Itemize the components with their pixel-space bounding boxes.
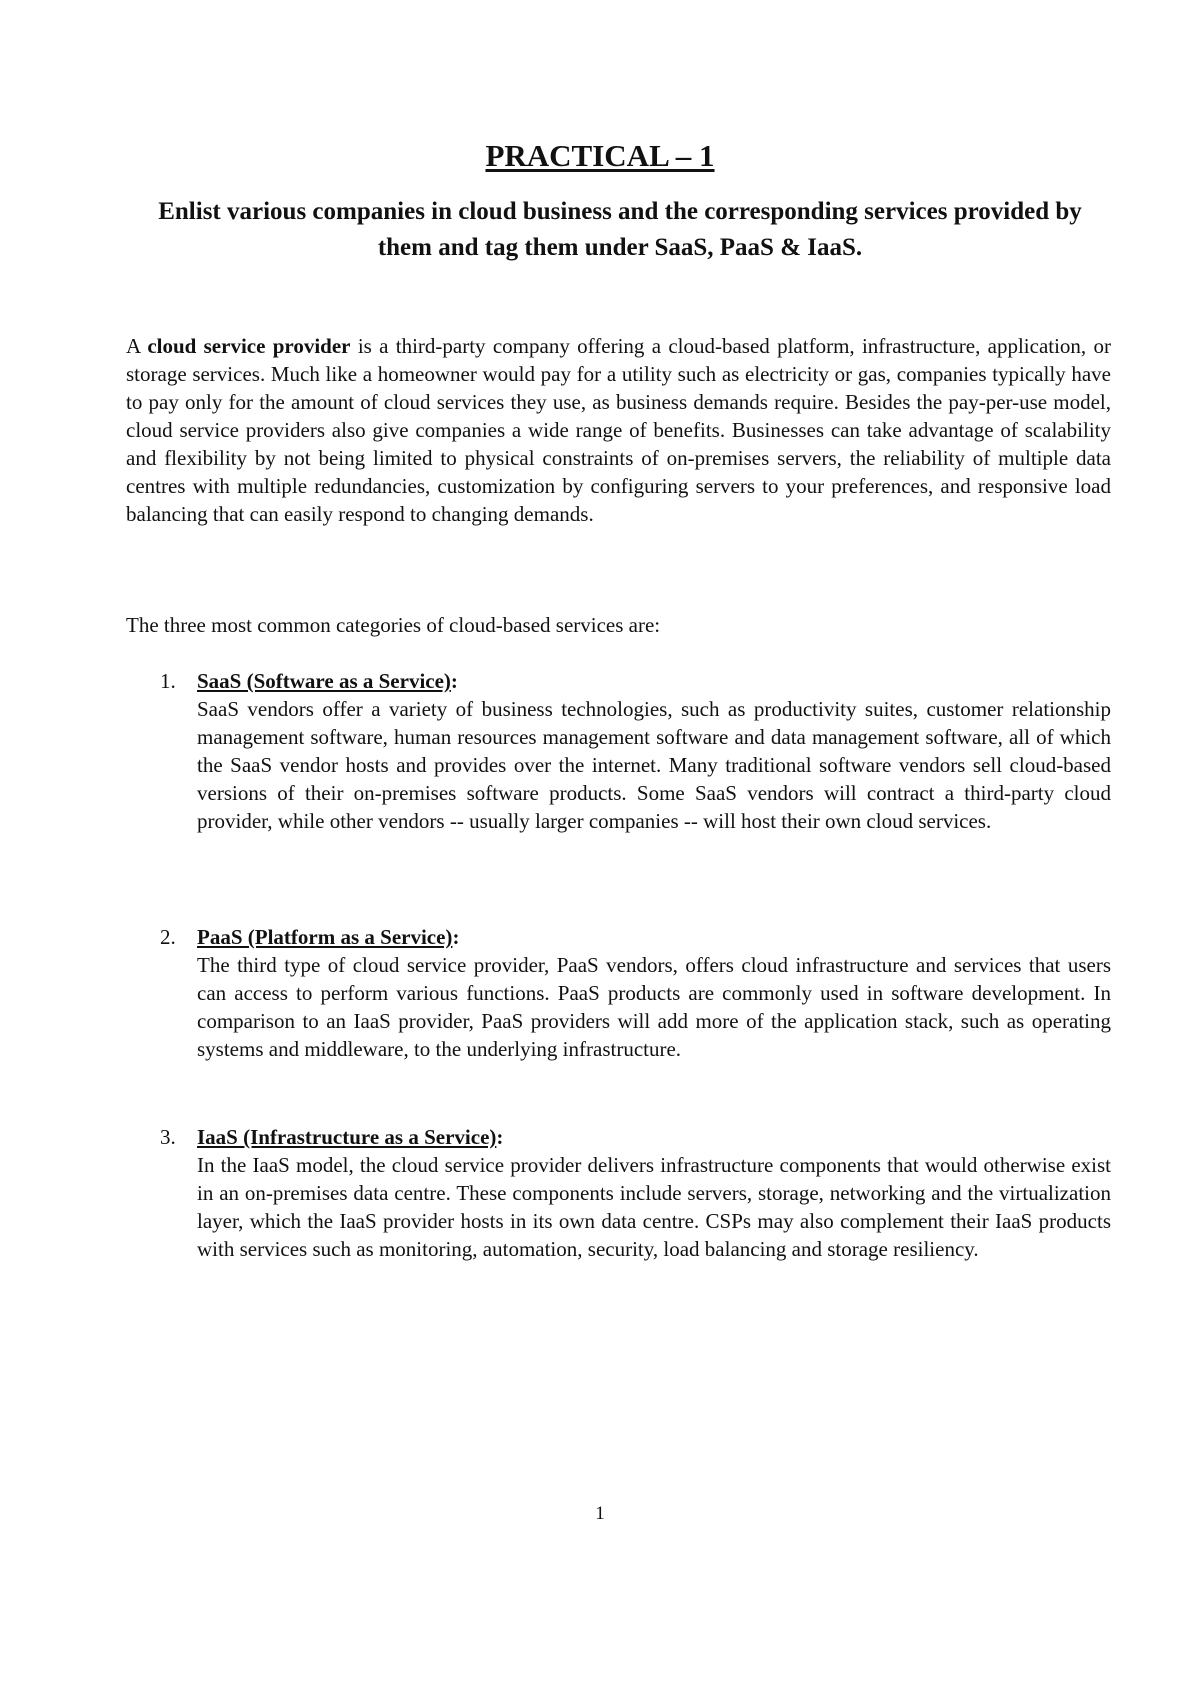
list-item-number: 2. [160,925,176,949]
page-number: 1 [595,1503,605,1524]
intro-paragraph [126,332,1111,528]
list-item-heading [197,667,458,695]
categories-intro: The three most common categories of cloud-based services are: [126,613,661,637]
page-subtitle: Enlist various companies in cloud business and the corresponding services provided by them and tag them under SaaS, PaaS & IaaS. [158,198,1082,261]
list-item-heading-text: IaaS (Infrastructure as a Service) [197,1125,497,1149]
list-item-heading-colon: : [496,1125,504,1149]
list-item-heading-text: SaaS (Software as a Service) [197,669,451,693]
list-item-body: In the IaaS model, the cloud service provider delivers infrastructure components that would otherwise exist in an on-premises data centre. These components include servers, storage, networking and the virtualization layer, which the IaaS provider hosts in its own data centre. CSPs may also complement their IaaS products with services such as monitoring, automation, security, load balancing and storage resiliency. [197,1153,1111,1261]
intro-rest: is a third-party company offering a cloud-based platform, infrastructure, application, or storage services. Much like a homeowner would pay for a utility such as electricity or gas, companies typically have to pay only for the amount of cloud services they use, as business demands require. Besides the pay-per-use model, cloud service providers also give companies a wide range of benefits. Businesses can take advantage of scalability and flexibility by not being limited to physical constraints of on-premises servers, the reliability of multiple data centres with multiple redundancies, customization by configuring servers to your preferences, and responsive load balancing that can easily respond to changing demands. [126,334,1111,526]
list-item-heading-colon: : [450,669,458,693]
intro-bold-term: cloud service provider [147,334,351,358]
list-item-heading-colon: : [452,925,460,949]
list-item-number: 3. [160,1125,176,1149]
list-item-number: 1. [160,669,176,693]
list-item-heading [197,1123,503,1151]
intro-lead: A [126,334,148,358]
list-item-body: The third type of cloud service provider, PaaS vendors, offers cloud infrastructure and services that users can access to perform various functions. PaaS products are commonly used in software development. In comparison to an IaaS provider, PaaS providers will add more of the application stack, such as operating systems and middleware, to the underlying infrastructure. [197,953,1111,1061]
page-title: PRACTICAL – 1 [485,138,715,173]
list-item-heading-text: PaaS (Platform as a Service) [197,925,453,949]
list-item-heading [197,923,459,951]
list-item-body: SaaS vendors offer a variety of business technologies, such as productivity suites, customer relationship management software, human resources management software and data management software, all of which the SaaS vendor hosts and provides over the internet. Many traditional software vendors sell cloud-based versions of their on-premises software products. Some SaaS vendors will contract a third-party cloud provider, while other vendors -- usually larger companies -- will host their own cloud services. [197,697,1111,833]
